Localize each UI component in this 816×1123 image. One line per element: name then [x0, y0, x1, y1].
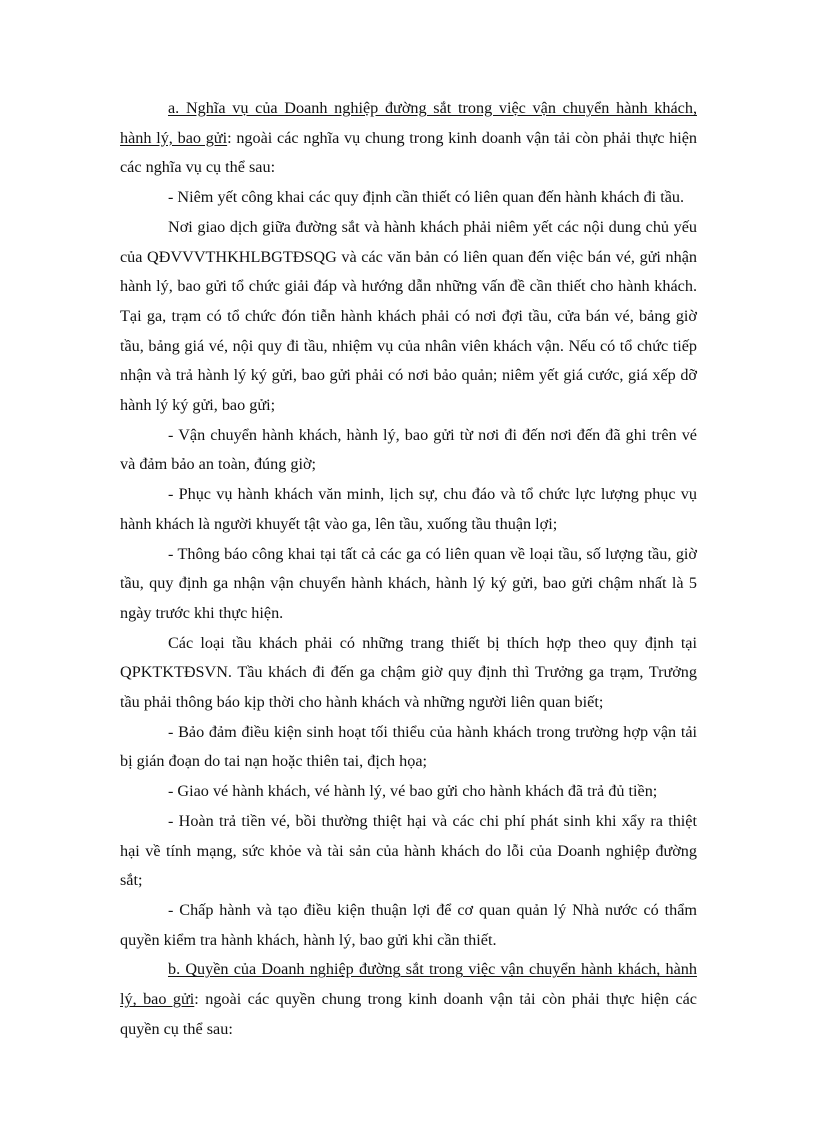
- paragraph-a-2: Nơi giao dịch giữa đường sắt và hành khách phải niêm yết các nội dung chủ yếu của QĐVVVTHKHLBGTĐSQG và các văn bản có liên quan đến việc bán vé, gửi nhận hành lý, bao gửi tổ chức giải đáp và hướng dẫn những vấn đề cần thiết cho hành khách. Tại ga, trạm có tổ chức đón tiễn hành khách phải có nơi đợi tầu, cửa bán vé, bảng giờ tầu, bảng giá vé, nội quy đi tầu, nhiệm vụ của nhân viên khách vận. Nếu có tổ chức tiếp nhận và trả hành lý ký gửi, bao gửi phải có nơi bảo quản; niêm yết giá cước, giá xếp dỡ hành lý ký gửi, bao gửi;: [120, 217, 697, 415]
- paragraph-a-1: - Niêm yết công khai các quy định cần thiết có liên quan đến hành khách đi tầu.: [168, 188, 685, 207]
- document-body: [120, 94, 697, 1045]
- section-a-intro: : ngoài các nghĩa vụ chung trong kinh doanh vận tải còn phải thực hiện các nghĩa vụ cụ thể sau:: [120, 128, 698, 177]
- paragraph-a-8: - Giao vé hành khách, vé hành lý, vé bao gửi cho hành khách đã trả đủ tiền;: [168, 782, 658, 801]
- paragraph-a-7: - Bảo đảm điều kiện sinh hoạt tối thiểu của hành khách trong trường hợp vận tải bị gián đoạn do tai nạn hoặc thiên tai, địch họa;: [120, 722, 697, 771]
- paragraph-a-10: - Chấp hành và tạo điều kiện thuận lợi để cơ quan quản lý Nhà nước có thẩm quyền kiểm tra hành khách, hành lý, bao gửi khi cần thiết.: [120, 900, 697, 949]
- section-a-heading: a. Nghĩa vụ của Doanh nghiệp đường sắt trong việc vận chuyển hành khách, hành lý, bao gửi: [120, 99, 697, 147]
- paragraph-a-4: - Phục vụ hành khách văn minh, lịch sự, chu đáo và tổ chức lực lượng phục vụ hành khách là người khuyết tật vào ga, lên tầu, xuống tầu thuận lợi;: [120, 485, 697, 533]
- paragraph-a-5: - Thông báo công khai tại tất cả các ga có liên quan về loại tầu, số lượng tầu, giờ tầu, quy định ga nhận vận chuyển hành khách, hành lý ký gửi, bao gửi chậm nhất là 5 ngày trước khi thực hiện.: [120, 544, 697, 622]
- paragraph-a-3: - Vận chuyển hành khách, hành lý, bao gửi từ nơi đi đến nơi đến đã ghi trên vé và đảm bảo an toàn, đúng giờ;: [120, 425, 697, 474]
- paragraph-a-9: - Hoàn trả tiền vé, bồi thường thiệt hại và các chi phí phát sinh khi xẩy ra thiệt hại về tính mạng, sức khỏe và tài sản của hành khách do lỗi của Doanh nghiệp đường sắt;: [120, 811, 697, 890]
- paragraph-a-6: Các loại tầu khách phải có những trang thiết bị thích hợp theo quy định tại QPKTKTĐSVN. Tầu khách đi đến ga chậm giờ quy định thì Trưởng ga trạm, Trưởng tầu phải thông báo kịp thời cho hành khách và những người liên quan biết;: [120, 633, 697, 712]
- section-b-intro: : ngoài các quyền chung trong kinh doanh vận tải còn phải thực hiện các quyền cụ thể sau:: [120, 990, 697, 1038]
- section-b-heading: b. Quyền của Doanh nghiệp đường sắt trong việc vận chuyển hành khách, hành lý, bao gửi: [120, 960, 697, 1009]
- section-a-paragraph: [120, 94, 697, 183]
- section-b-paragraph: [120, 955, 697, 1044]
